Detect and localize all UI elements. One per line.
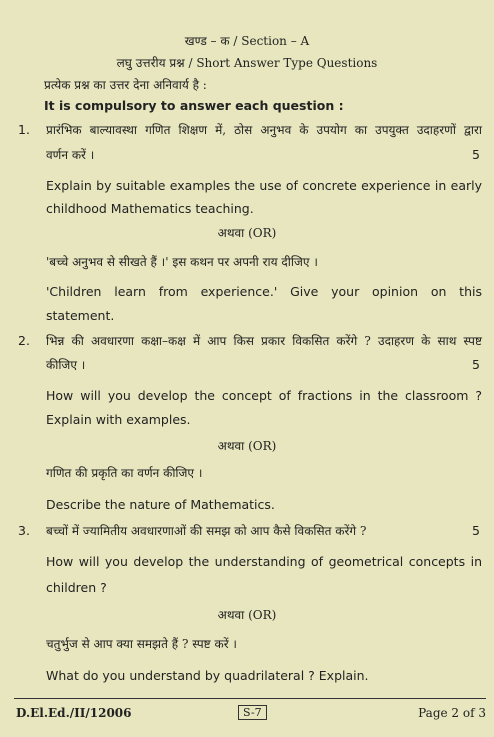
or-question-english: What do you understand by quadrilateral ? Explain.	[46, 668, 369, 683]
question-english-line-2: children ?	[46, 580, 107, 595]
instruction-english: It is compulsory to answer each question :	[44, 98, 344, 113]
or-label: अथवा (OR)	[217, 608, 277, 622]
or-question-hindi: गणित की प्रकृति का वर्णन कीजिए ।	[46, 466, 203, 480]
question-hindi-line-2: कीजिए ।	[46, 358, 86, 372]
set-code-box	[238, 705, 267, 719]
question-hindi-line-1: प्रारंभिक बाल्यावस्था गणित शिक्षण में, ठोस अनुभव के उपयोग का उपयुक्त उदाहरणों द्वारा	[46, 123, 482, 137]
question-english-line-2: childhood Mathematics teaching.	[46, 201, 254, 216]
question-hindi-line-1: भिन्न की अवधारणा कक्षा–कक्ष में आप किस प्रकार विकसित करेंगे ? उदाहरण के साथ स्पष्ट	[46, 334, 482, 348]
or-question-english: Describe the nature of Mathematics.	[46, 497, 275, 512]
question-english-line-1: How will you develop the understanding of geometrical concepts in	[46, 554, 482, 569]
set-code: S-7	[238, 705, 267, 720]
question-number: 1.	[18, 122, 30, 137]
marks: 5	[472, 147, 480, 162]
question-english-line-1: How will you develop the concept of fractions in the classroom ?	[46, 388, 482, 403]
question-english-line-2: Explain with examples.	[46, 412, 191, 427]
page-number: Page 2 of 3	[418, 706, 486, 720]
footer-divider	[14, 698, 486, 699]
or-question-hindi: 'बच्चे अनुभव से सीखते हैं ।' इस कथन पर अपनी राय दीजिए ।	[46, 255, 318, 269]
question-hindi-line-2: वर्णन करें ।	[46, 148, 95, 162]
marks: 5	[472, 357, 480, 372]
question-english-line-1: Explain by suitable examples the use of concrete experience in early	[46, 178, 482, 193]
or-label: अथवा (OR)	[217, 226, 277, 240]
course-code: D.El.Ed./II/12006	[16, 706, 132, 720]
section-title: खण्ड – क / Section – A	[184, 34, 310, 48]
or-label: अथवा (OR)	[217, 439, 277, 453]
instruction-hindi: प्रत्येक प्रश्न का उत्तर देना अनिवार्य है :	[44, 78, 207, 92]
or-question-english-line-1: 'Children learn from experience.' Give your opinion on this	[46, 284, 482, 299]
question-number: 3.	[18, 523, 30, 538]
or-question-english-line-2: statement.	[46, 308, 115, 323]
subtitle: लघु उत्तरीय प्रश्न / Short Answer Type Questions	[116, 56, 378, 70]
question-hindi-line-1: बच्चों में ज्यामितीय अवधारणाओं की समझ को आप कैसे विकसित करेंगे ?	[46, 524, 367, 538]
question-number: 2.	[18, 333, 30, 348]
marks: 5	[472, 523, 480, 538]
or-question-hindi: चतुर्भुज से आप क्या समझते हैं ? स्पष्ट करें ।	[46, 637, 237, 651]
